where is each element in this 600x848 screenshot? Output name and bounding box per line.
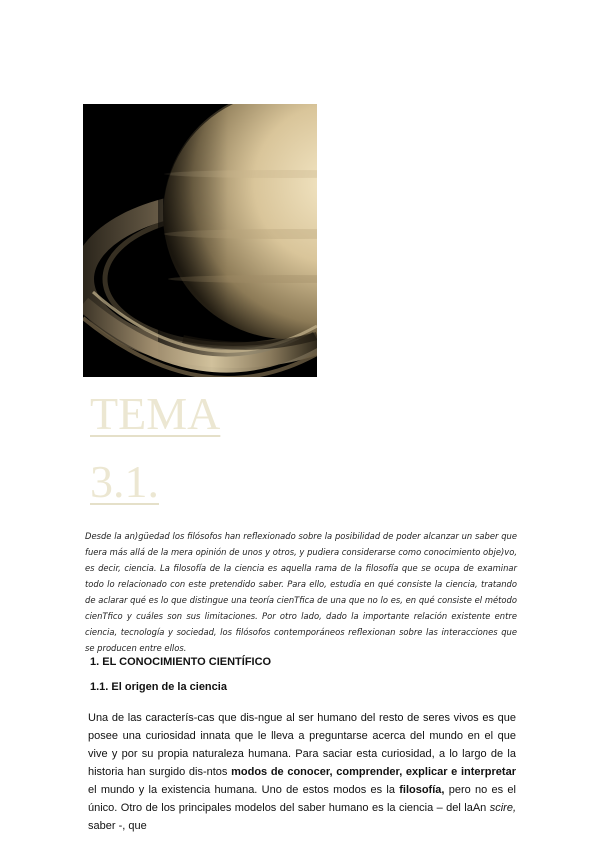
intro-paragraph: Desde la an)güedad los filósofos han reflexionado sobre la posibilidad de poder alcanzar un saber que fuera más allá de la mera opinión de unos y otros, y pudiera considerarse como conocimiento obje)vo, es decir, ciencia. La filosofía de la ciencia es aquella rama de la filosofía que se ocupa de examinar todo lo relacionado con este pretendido saber. Para ello, estudia en qué consiste la ciencia, tratando de aclarar qué es lo que distingue una teoría cienTfica de una que no lo es, en qué consiste el método cienTfico y cuáles son sus limitaciones. Por otro lado, dado la importante relación existente entre ciencia, tecnología y sociedad, los filósofos contemporáneos reflexionan sobre las interacciones que se producen entre ellos.	[85, 531, 517, 653]
title-line-1: TEMA	[90, 388, 221, 439]
body-italic-scire: scire,	[489, 802, 516, 814]
body-text-run: saber -, que	[88, 820, 147, 832]
body-text-run: pero no es el único. Otro de los principales modelos del saber humano es la ciencia – del laAn	[88, 784, 516, 814]
title-line-2: 3.1.	[90, 456, 159, 507]
body-bold-philosophy: filosofía,	[399, 784, 445, 796]
body-bold-modes: modos de conocer, comprender, explicar e interpretar	[231, 766, 516, 778]
saturn-image	[83, 104, 317, 377]
body-text-run: el mundo y la existencia humana. Uno de estos modos es la	[88, 784, 400, 796]
body-paragraph	[88, 709, 516, 835]
body-text-run: Una de las caracterís-cas que dis-ngue al ser humano del resto de seres vivos es que posee una curiosidad innata que le lleva a preguntarse acerca del mundo en el que vive y por su propia naturaleza humana. Para saciar esta curiosidad, a lo largo de la historia han surgido dis-ntos	[88, 712, 516, 778]
section-heading: 1. EL CONOCIMIENTO CIENTÍFICO	[90, 656, 272, 668]
subsection-heading: 1.1. El origen de la ciencia	[90, 681, 227, 693]
